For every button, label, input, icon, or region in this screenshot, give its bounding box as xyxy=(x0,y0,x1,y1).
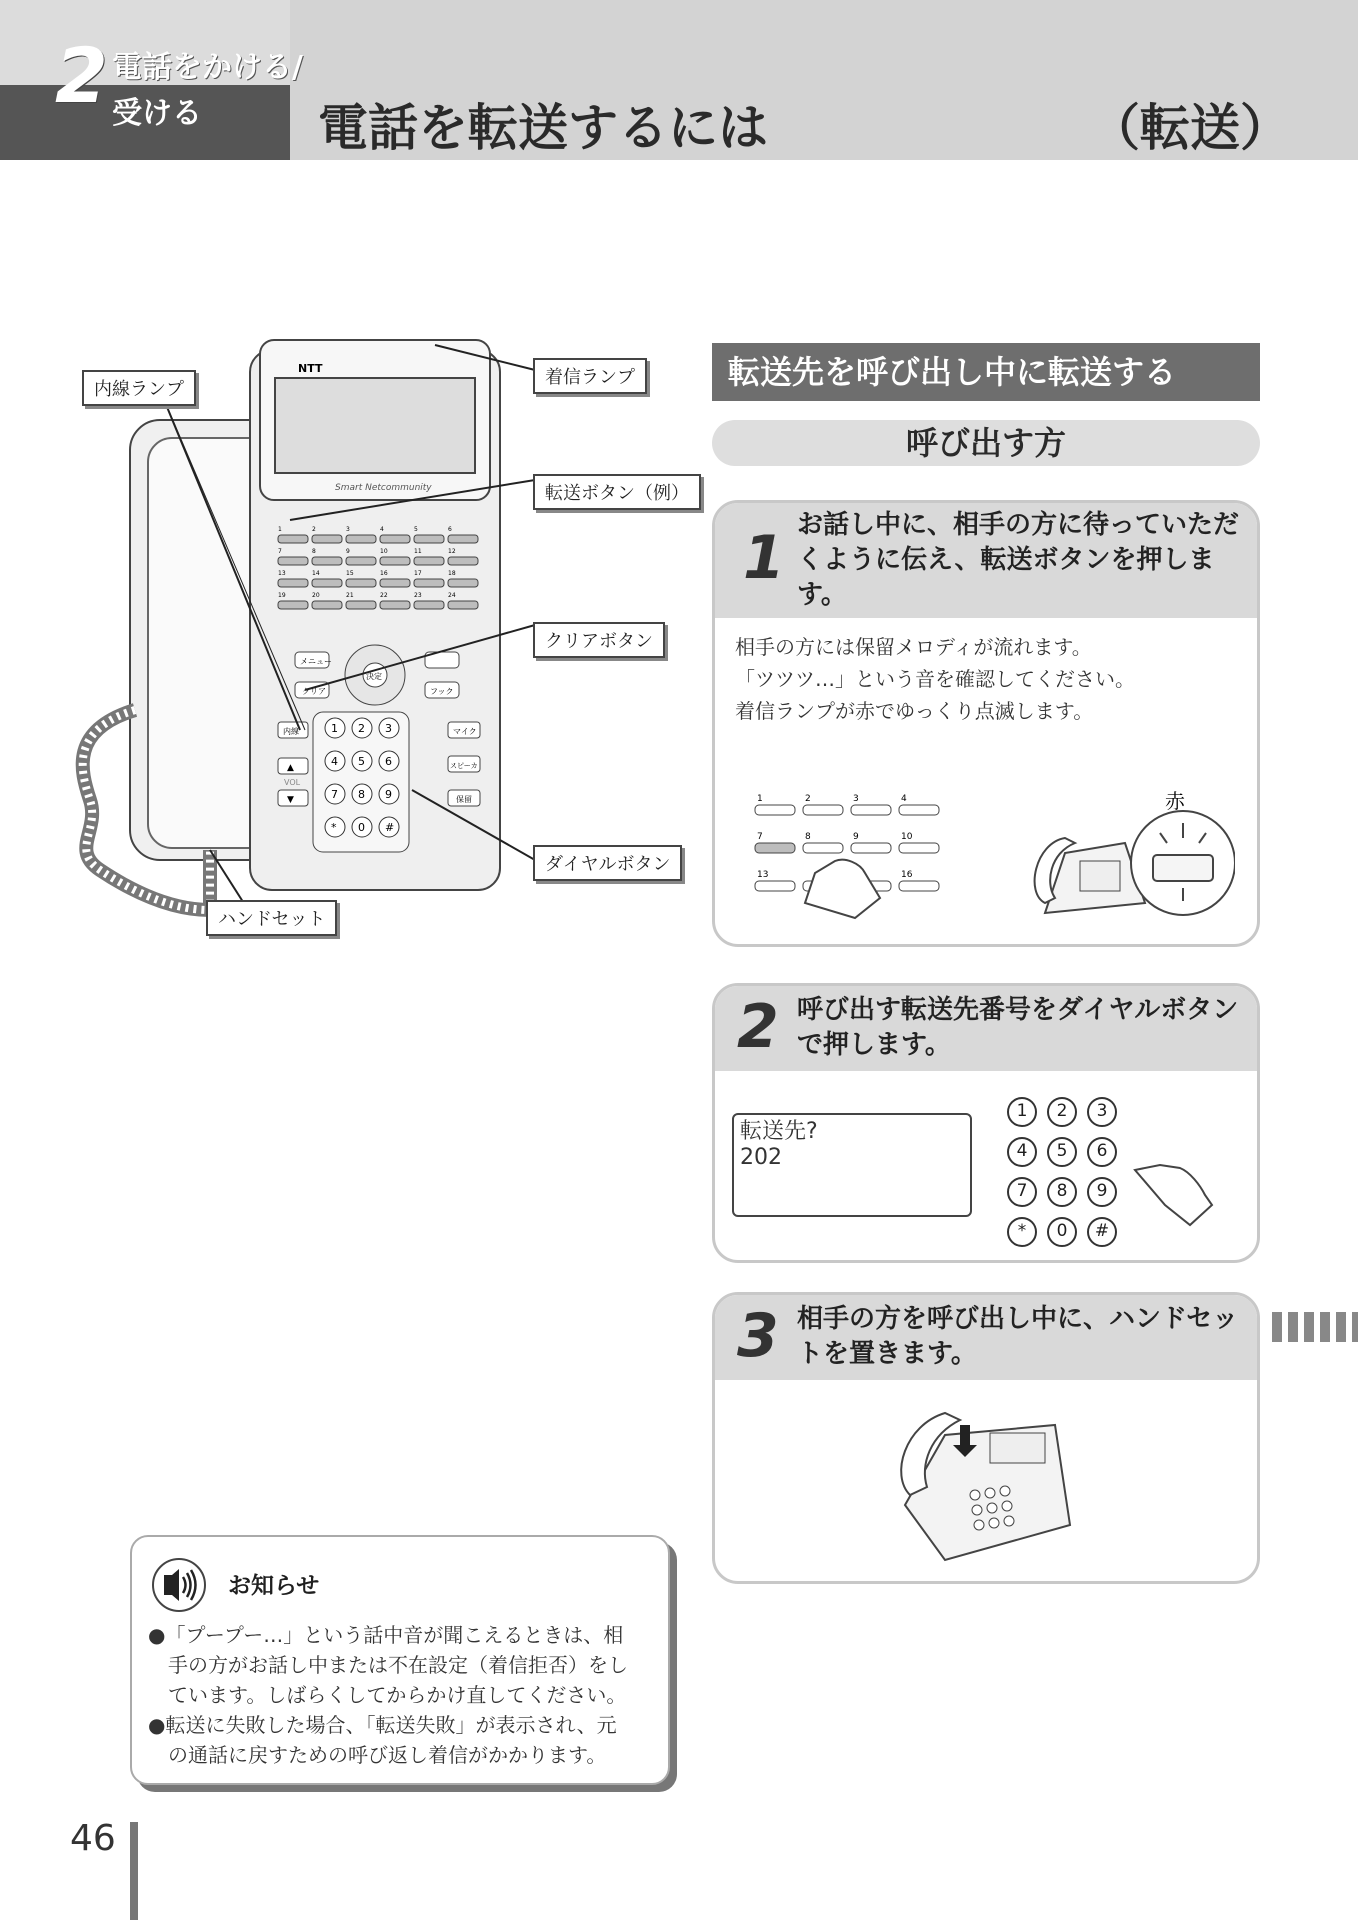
line-key[interactable] xyxy=(414,601,444,609)
line-key-number: 8 xyxy=(312,548,316,555)
finger-icon xyxy=(1130,1150,1220,1230)
line-key-number: 10 xyxy=(901,832,913,842)
line-key-number: 6 xyxy=(448,526,452,533)
line-key-number: 15 xyxy=(346,570,354,577)
line-key[interactable] xyxy=(755,805,795,815)
line-key[interactable] xyxy=(312,579,342,587)
line-key[interactable] xyxy=(899,843,939,853)
dial-key-label: 8 xyxy=(358,788,365,801)
line-key-number: 5 xyxy=(414,526,418,533)
step-2-text: 呼び出す転送先番号をダイヤルボタンで押します。 xyxy=(797,995,1239,1060)
step-3 xyxy=(712,1292,1260,1584)
line-key-number: 16 xyxy=(901,870,913,880)
section-title: 転送先を呼び出し中に転送する xyxy=(712,343,1260,401)
line-key[interactable] xyxy=(380,601,410,609)
svg-text:保留: 保留 xyxy=(456,795,472,804)
svg-text:マイク: マイク xyxy=(453,727,477,736)
line-key-number: 21 xyxy=(346,592,354,599)
step-1-number: 1 xyxy=(743,523,785,593)
display-line-1: 転送先? xyxy=(740,1119,818,1144)
line-key[interactable] xyxy=(278,579,308,587)
line-key-number: 7 xyxy=(757,832,763,842)
label-clear-button: クリアボタン xyxy=(533,622,665,658)
line-key[interactable] xyxy=(346,579,376,587)
finger-icon xyxy=(805,860,880,918)
line-key[interactable] xyxy=(448,535,478,543)
line-key-number: 1 xyxy=(278,526,282,533)
line-key-number: 9 xyxy=(346,548,350,555)
side-index-tab xyxy=(1272,1312,1358,1342)
line-key-number: 3 xyxy=(853,794,859,804)
line-key[interactable] xyxy=(448,557,478,565)
svg-text:▼: ▼ xyxy=(287,795,294,805)
line-key[interactable] xyxy=(851,843,891,853)
line-key-number: 9 xyxy=(853,832,859,842)
dial-key-star[interactable]: * xyxy=(1007,1217,1037,1247)
step-3-header xyxy=(715,1295,1257,1380)
line-key[interactable] xyxy=(380,557,410,565)
line-key[interactable] xyxy=(312,601,342,609)
line-key-number: 23 xyxy=(414,592,422,599)
brand-label: NTT xyxy=(298,362,323,375)
line-key[interactable] xyxy=(346,601,376,609)
line-key[interactable] xyxy=(899,881,939,891)
step-1-desc-1: 相手の方には保留メロディが流れます。 xyxy=(735,635,1092,659)
line-key[interactable] xyxy=(380,535,410,543)
line-key-number: 19 xyxy=(278,592,286,599)
label-handset: ハンドセット xyxy=(206,900,337,936)
section-subtitle: 呼び出す方 xyxy=(712,420,1260,466)
line-key-number: 3 xyxy=(346,526,350,533)
step-1-text: お話し中に、相手の方に待っていただくように伝え、転送ボタンを押します。 xyxy=(797,510,1240,610)
step-1 xyxy=(712,500,1260,947)
line-key[interactable] xyxy=(346,557,376,565)
line-key-number: 12 xyxy=(448,548,456,555)
line-key[interactable] xyxy=(755,881,795,891)
dial-key-label: # xyxy=(385,821,395,834)
transfer-key[interactable] xyxy=(755,843,795,853)
dial-key-label: 5 xyxy=(358,755,365,768)
chapter-title-line1: 電話をかける/ xyxy=(112,50,303,85)
dial-key-8[interactable]: 8 xyxy=(1047,1177,1077,1207)
line-key-number: 24 xyxy=(448,592,456,599)
line-key[interactable] xyxy=(414,579,444,587)
line-key-number: 11 xyxy=(414,548,422,555)
line-key[interactable] xyxy=(899,805,939,815)
line-key-number: 1 xyxy=(757,794,763,804)
dial-key-7[interactable]: 7 xyxy=(1007,1177,1037,1207)
line-key-number: 4 xyxy=(901,794,907,804)
display-screen xyxy=(732,1113,972,1217)
line-key-number: 2 xyxy=(312,526,316,533)
line-key-number: 14 xyxy=(312,570,320,577)
step-3-text: 相手の方を呼び出し中に、ハンドセットを置きます。 xyxy=(797,1304,1239,1369)
label-incoming-lamp: 着信ランプ xyxy=(533,358,647,394)
line-key[interactable] xyxy=(278,535,308,543)
line-key-number: 7 xyxy=(278,548,282,555)
dial-key-label: 9 xyxy=(385,788,392,801)
notice-line-4: ●転送に失敗した場合、「転送失敗」が表示され、元 xyxy=(148,1713,617,1737)
svg-text:クリア: クリア xyxy=(302,687,326,696)
line-key[interactable] xyxy=(312,557,342,565)
dial-key-6[interactable]: 6 xyxy=(1087,1137,1117,1167)
line-key-number: 8 xyxy=(805,832,811,842)
svg-text:▲: ▲ xyxy=(287,763,294,773)
line-key[interactable] xyxy=(448,579,478,587)
label-extension-lamp: 内線ランプ xyxy=(82,370,196,406)
line-key-number: 4 xyxy=(380,526,384,533)
dial-key-label: 0 xyxy=(358,821,365,834)
page-number: 46 xyxy=(70,1818,116,1859)
dial-key-label: 2 xyxy=(358,722,365,735)
dial-key-hash[interactable]: # xyxy=(1087,1217,1117,1247)
svg-text:決定: 決定 xyxy=(366,672,382,681)
svg-text:メニュー: メニュー xyxy=(300,657,332,666)
label-dial-buttons: ダイヤルボタン xyxy=(533,845,682,881)
notice-line-5: の通話に戻すための呼び返し着信がかかります。 xyxy=(148,1743,607,1767)
page-title-suffix: （転送） xyxy=(1090,99,1290,157)
line-key[interactable] xyxy=(414,557,444,565)
line-key[interactable] xyxy=(346,535,376,543)
display-line-2: 202 xyxy=(740,1145,782,1170)
line-key-number: 20 xyxy=(312,592,320,599)
line-key-number: 16 xyxy=(380,570,388,577)
speaker-sound-icon xyxy=(152,1558,206,1612)
line-key-number: 13 xyxy=(278,570,286,577)
step-1-desc-3: 着信ランプが赤でゆっくり点滅します。 xyxy=(735,699,1094,723)
line-key-number: 22 xyxy=(380,592,388,599)
step-1-header xyxy=(715,503,1257,618)
line-key[interactable] xyxy=(414,535,444,543)
step-3-number: 3 xyxy=(737,1301,779,1371)
dial-key-0[interactable]: 0 xyxy=(1047,1217,1077,1247)
line-key-number: 2 xyxy=(805,794,811,804)
dial-key-label: 6 xyxy=(385,755,392,768)
page-number-bar xyxy=(130,1822,138,1920)
phone-icon xyxy=(1035,838,1145,913)
line-key[interactable] xyxy=(278,557,308,565)
svg-text:スピーカ: スピーカ xyxy=(450,762,478,770)
incoming-lamp-icon xyxy=(1153,855,1213,881)
step-2-header xyxy=(715,986,1257,1071)
dial-key-label: 7 xyxy=(331,788,338,801)
dial-key-label: * xyxy=(331,821,337,834)
handset-placement-illustration xyxy=(885,1395,1085,1570)
dial-key-label: 1 xyxy=(331,722,338,735)
line-key[interactable] xyxy=(380,579,410,587)
step-2-number: 2 xyxy=(737,992,779,1062)
dial-key-label: 3 xyxy=(385,722,392,735)
dial-key-3[interactable]: 3 xyxy=(1087,1097,1117,1127)
dial-key-1[interactable]: 1 xyxy=(1007,1097,1037,1127)
page-title: 電話を転送するには xyxy=(318,99,768,157)
notice-line-3: ています。しばらくしてからかけ直してください。 xyxy=(148,1683,627,1707)
line-key[interactable] xyxy=(803,843,843,853)
notice-line-1: ●「プープー…」という話中音が聞こえるときは、相 xyxy=(148,1623,624,1647)
chapter-number: 2 xyxy=(55,31,108,120)
notice-line-2: 手の方がお話し中または不在設定（着信拒否）をし xyxy=(148,1653,628,1677)
line-key-number: 17 xyxy=(414,570,422,577)
svg-text:フック: フック xyxy=(430,687,454,696)
step-1-illustration xyxy=(745,783,1235,923)
svg-text:VOL: VOL xyxy=(284,778,301,787)
model-label: Smart Netcommunity xyxy=(335,483,432,493)
line-key-number: 10 xyxy=(380,548,388,555)
chapter-title-line2: 受ける xyxy=(112,96,202,131)
dial-key-label: 4 xyxy=(331,755,338,768)
line-key[interactable] xyxy=(278,601,308,609)
svg-text:内線: 内線 xyxy=(283,727,299,736)
display xyxy=(275,378,475,473)
line-key-number: 13 xyxy=(757,870,769,880)
line-key[interactable] xyxy=(312,535,342,543)
line-key-number: 18 xyxy=(448,570,456,577)
line-key[interactable] xyxy=(851,805,891,815)
dial-key-4[interactable]: 4 xyxy=(1007,1137,1037,1167)
step-1-desc-2: 「ツツツ…」という音を確認してください。 xyxy=(735,667,1135,691)
dial-key-5[interactable]: 5 xyxy=(1047,1137,1077,1167)
red-label: 赤 xyxy=(1165,789,1185,813)
line-key[interactable] xyxy=(448,601,478,609)
dial-key-2[interactable]: 2 xyxy=(1047,1097,1077,1127)
label-transfer-button: 転送ボタン（例） xyxy=(533,474,701,510)
line-key[interactable] xyxy=(803,805,843,815)
dial-key-9[interactable]: 9 xyxy=(1087,1177,1117,1207)
notice-title: お知らせ xyxy=(228,1573,320,1599)
